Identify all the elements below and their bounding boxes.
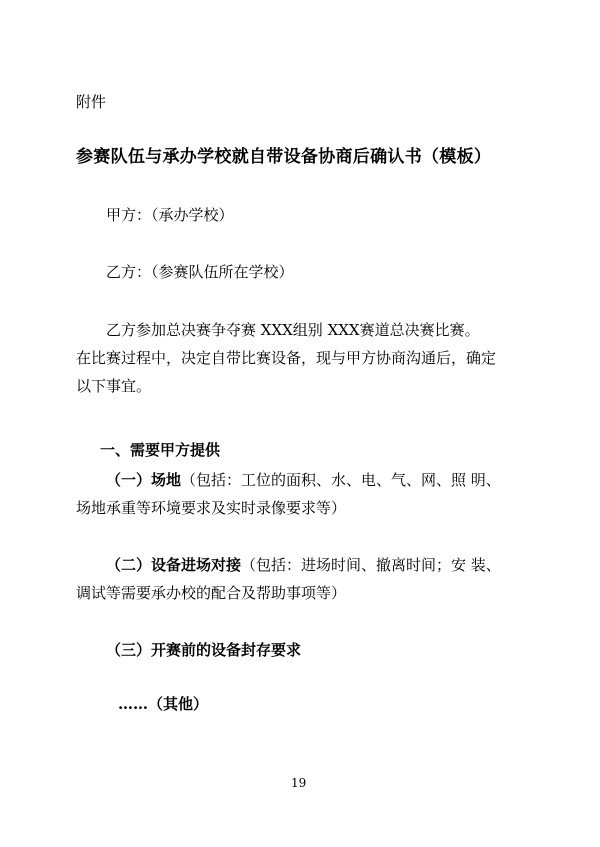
intro-line-3: 以下事宜。: [76, 377, 152, 395]
page-number: 19: [291, 776, 307, 790]
other-items: ……（其他）: [118, 695, 209, 713]
intro-line-2: 在比赛过程中，决定自带比赛设备，现与甲方协商沟通后，确定: [76, 349, 497, 367]
item-1-text: （包括：工位的面积、水、电、气、网、照 明、: [181, 471, 501, 489]
item-1-line-2: 场地承重等环境要求及实时录像要求等）: [76, 499, 347, 517]
item-1-line-1: [106, 470, 501, 490]
intro-line-1: 乙方参加总决赛争夺赛 XXX组别 XXX赛道总决赛比赛。: [106, 321, 480, 339]
item-3-label: （三）开赛前的设备封存要求: [106, 641, 302, 659]
attachment-label: 附件: [76, 93, 107, 111]
document-title: 参赛队伍与承办学校就自带设备协商后确认书（模板）: [76, 147, 492, 167]
item-2-line-2: 调试等需要承办校的配合及帮助事项等）: [76, 584, 347, 602]
item-2-label: （二）设备进场对接: [106, 556, 242, 574]
item-2-line-1: [106, 555, 501, 575]
party-b: 乙方：（参赛队伍所在学校）: [106, 263, 294, 281]
section-heading: 一、需要甲方提供: [100, 441, 221, 459]
item-2-text: （包括：进场时间、撤离时间；安 装、: [241, 556, 501, 574]
item-1-label: （一）场地: [106, 471, 182, 489]
party-a: 甲方：（承办学校）: [106, 206, 234, 224]
